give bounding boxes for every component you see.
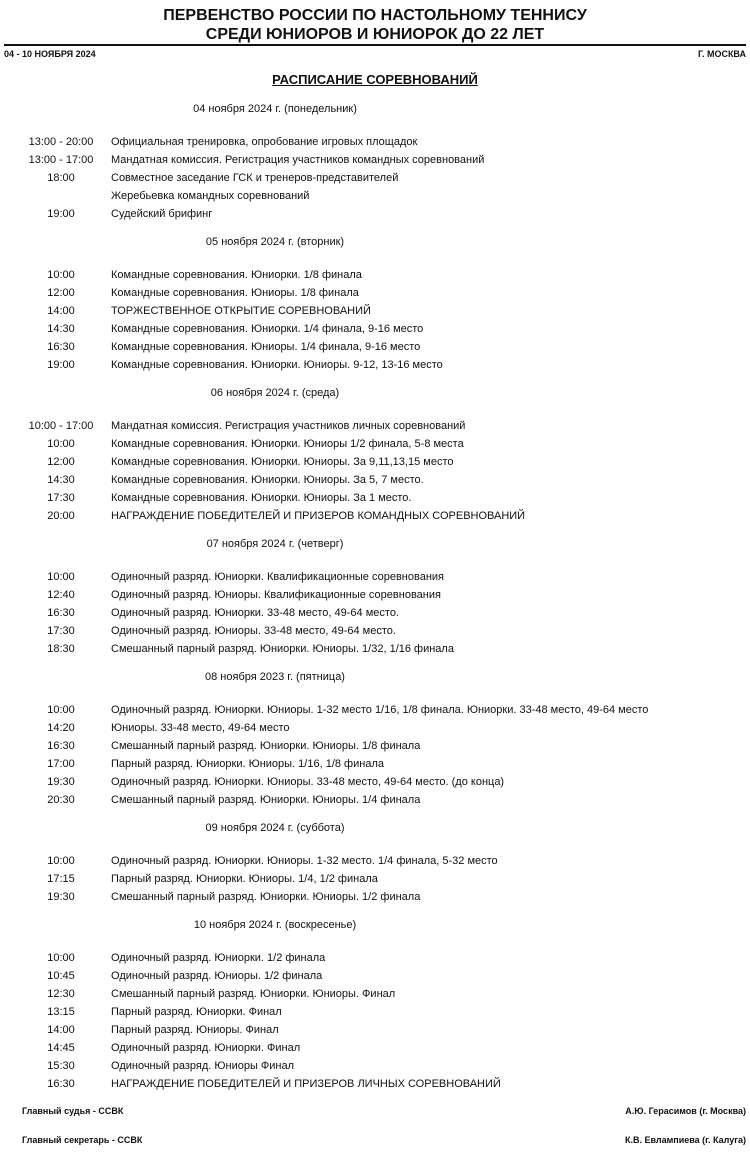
event-text: Командные соревнования. Юниорки. Юниоры. За 9,11,13,15 место — [111, 456, 454, 468]
event-text: Совместное заседание ГСК и тренеров-представителей — [111, 172, 399, 184]
event-time: 18:00 — [47, 172, 75, 184]
event-text: Смешанный парный разряд. Юниорки. Юниоры. 1/8 финала — [111, 740, 421, 752]
document-title — [0, 6, 750, 44]
event-time: 16:30 — [47, 341, 75, 353]
schedule-row — [0, 187, 750, 205]
event-time: 19:30 — [47, 891, 75, 903]
schedule-row — [0, 701, 750, 719]
schedule-row — [0, 719, 750, 737]
event-text: Одиночный разряд. Юниорки. 33-48 место, 49-64 место. — [111, 607, 399, 619]
schedule-row — [0, 1075, 750, 1093]
event-text: Одиночный разряд. Юниорки. 1/2 финала — [111, 952, 326, 964]
event-time: 13:15 — [47, 1006, 75, 1018]
judge-label: Главный судья - ССВК — [22, 1106, 124, 1116]
subheader-bar — [4, 44, 746, 62]
schedule-row — [0, 133, 750, 151]
title-line-2: СРЕДИ ЮНИОРОВ И ЮНИОРОК ДО 22 ЛЕТ — [205, 26, 545, 43]
event-time: 10:00 — [47, 571, 75, 583]
event-time: 20:00 — [47, 510, 75, 522]
judge-name: А.Ю. Герасимов (г. Москва) — [625, 1106, 746, 1116]
event-text: Смешанный парный разряд. Юниорки. Юниоры. 1/2 финала — [111, 891, 421, 903]
event-time: 12:00 — [47, 456, 75, 468]
event-text: НАГРАЖДЕНИЕ ПОБЕДИТЕЛЕЙ И ПРИЗЕРОВ КОМАНДНЫХ СОРЕВНОВАНИЙ — [111, 510, 526, 522]
event-text: Смешанный парный разряд. Юниорки. Юниоры. 1/4 финала — [111, 794, 421, 806]
event-text: Одиночный разряд. Юниорки. Юниоры. 33-48 место, 49-64 место. (до конца) — [111, 776, 505, 788]
schedule-row — [0, 338, 750, 356]
event-text: Командные соревнования. Юниоры. 1/4 финала, 9-16 место — [111, 341, 421, 353]
event-time: 12:40 — [47, 589, 75, 601]
day-heading: 07 ноября 2024 г. (четверг) — [206, 538, 344, 550]
event-text: Смешанный парный разряд. Юниорки. Юниоры. 1/32, 1/16 финала — [111, 643, 454, 655]
event-time: 20:30 — [47, 794, 75, 806]
event-time: 14:00 — [47, 305, 75, 317]
event-time: 10:00 — [47, 269, 75, 281]
schedule-row — [0, 435, 750, 453]
event-text: Парный разряд. Юниорки. Финал — [111, 1006, 282, 1018]
event-text: Мандатная комиссия. Регистрация участников командных соревнований — [111, 154, 485, 166]
schedule-row — [0, 791, 750, 809]
day-heading: 06 ноября 2024 г. (среда) — [210, 387, 340, 399]
event-time: 15:30 — [47, 1060, 75, 1072]
day-heading: 05 ноября 2024 г. (вторник) — [205, 236, 345, 248]
event-time: 10:00 — [47, 438, 75, 450]
schedule-row — [0, 205, 750, 223]
schedule-row — [0, 169, 750, 187]
title-line-1: ПЕРВЕНСТВО РОССИИ ПО НАСТОЛЬНОМУ ТЕННИСУ — [163, 7, 587, 24]
event-time: 10:00 - 17:00 — [28, 420, 94, 432]
event-time: 12:00 — [47, 287, 75, 299]
schedule-row — [0, 302, 750, 320]
event-text: Официальная тренировка, опробование игровых площадок — [111, 136, 418, 148]
event-time: 17:30 — [47, 492, 75, 504]
schedule-title: РАСПИСАНИЕ СОРЕВНОВАНИЙ — [272, 72, 478, 87]
schedule-days — [0, 96, 750, 1099]
event-text: Одиночный разряд. Юниоры. Квалификационные соревнования — [111, 589, 441, 601]
schedule-row — [0, 507, 750, 525]
schedule-row — [0, 755, 750, 773]
day-heading: 04 ноября 2024 г. (понедельник) — [193, 103, 357, 115]
footer-judge — [22, 1106, 746, 1116]
event-text: Смешанный парный разряд. Юниорки. Юниоры. Финал — [111, 988, 396, 1000]
schedule-row — [0, 640, 750, 658]
schedule-row — [0, 284, 750, 302]
event-time: 10:00 — [47, 855, 75, 867]
event-time: 17:30 — [47, 625, 75, 637]
schedule-row — [0, 852, 750, 870]
schedule-row — [0, 1039, 750, 1057]
event-text: Судейский брифинг — [111, 208, 213, 220]
schedule-row — [0, 417, 750, 435]
day-heading: 09 ноября 2024 г. (суббота) — [205, 822, 345, 834]
schedule-row — [0, 888, 750, 906]
event-text: Жеребьевка командных соревнований — [111, 190, 310, 202]
schedule-row — [0, 586, 750, 604]
event-text: Одиночный разряд. Юниоры. 1/2 финала — [111, 970, 323, 982]
event-text: Командные соревнования. Юниорки. Юниоры. За 5, 7 место. — [111, 474, 424, 486]
event-text: Командные соревнования. Юниорки. Юниоры. 9-12, 13-16 место — [111, 359, 443, 371]
event-time: 14:45 — [47, 1042, 75, 1054]
day-heading: 08 ноября 2023 г. (пятница) — [205, 671, 345, 683]
event-time: 10:00 — [47, 952, 75, 964]
event-text: Одиночный разряд. Юниорки. Юниоры. 1-32 место 1/16, 1/8 финала. Юниорки. 33-48 место, 49-64 место — [111, 704, 649, 716]
day-heading: 10 ноября 2024 г. (воскресенье) — [193, 919, 357, 931]
schedule-row — [0, 773, 750, 791]
event-time: 19:00 — [47, 208, 75, 220]
event-text: Одиночный разряд. Юниоры. 33-48 место, 49-64 место. — [111, 625, 396, 637]
schedule-row — [0, 967, 750, 985]
event-text: ТОРЖЕСТВЕННОЕ ОТКРЫТИЕ СОРЕВНОВАНИЙ — [111, 305, 371, 317]
event-time: 19:00 — [47, 359, 75, 371]
event-time: 18:30 — [47, 643, 75, 655]
event-text: Одиночный разряд. Юниоры Финал — [111, 1060, 295, 1072]
event-text: Одиночный разряд. Юниорки. Юниоры. 1-32 место. 1/4 финала, 5-32 место — [111, 855, 498, 867]
event-text: Парный разряд. Юниоры. Финал — [111, 1024, 279, 1036]
secretary-name: К.В. Евлампиева (г. Калуга) — [625, 1135, 746, 1145]
event-time: 17:15 — [47, 873, 75, 885]
schedule-row — [0, 151, 750, 169]
event-time: 13:00 - 20:00 — [28, 136, 94, 148]
schedule-row — [0, 266, 750, 284]
schedule-row — [0, 1003, 750, 1021]
event-text: Одиночный разряд. Юниорки. Финал — [111, 1042, 301, 1054]
event-time: 16:30 — [47, 740, 75, 752]
event-time: 19:30 — [47, 776, 75, 788]
event-time: 16:30 — [47, 1078, 75, 1090]
schedule-row — [0, 356, 750, 374]
event-text: Командные соревнования. Юниорки. Юниоры 1/2 финала, 5-8 места — [111, 438, 464, 450]
secretary-label: Главный секретарь - ССВК — [22, 1135, 143, 1145]
event-time: 16:30 — [47, 607, 75, 619]
event-text: Парный разряд. Юниорки. Юниоры. 1/4, 1/2 финала — [111, 873, 378, 885]
event-time: 17:00 — [47, 758, 75, 770]
event-text: Юниоры. 33-48 место, 49-64 место — [111, 722, 290, 734]
event-text: Командные соревнования. Юниорки. 1/4 финала, 9-16 место — [111, 323, 424, 335]
event-time: 14:30 — [47, 474, 75, 486]
event-time: 13:00 - 17:00 — [28, 154, 94, 166]
event-text: НАГРАЖДЕНИЕ ПОБЕДИТЕЛЕЙ И ПРИЗЕРОВ ЛИЧНЫХ СОРЕВНОВАНИЙ — [111, 1078, 501, 1090]
event-text: Командные соревнования. Юниоры. 1/8 финала — [111, 287, 359, 299]
event-text: Командные соревнования. Юниорки. 1/8 финала — [111, 269, 362, 281]
event-text: Парный разряд. Юниорки. Юниоры. 1/16, 1/8 финала — [111, 758, 384, 770]
event-time: 14:30 — [47, 323, 75, 335]
schedule-row — [0, 870, 750, 888]
event-dates: 04 - 10 НОЯБРЯ 2024 — [4, 49, 96, 59]
event-text: Одиночный разряд. Юниорки. Квалификационные соревнования — [111, 571, 445, 583]
event-text: Мандатная комиссия. Регистрация участников личных соревнований — [111, 420, 466, 432]
event-time: 12:30 — [47, 988, 75, 1000]
schedule-row — [0, 568, 750, 586]
schedule-row — [0, 737, 750, 755]
schedule-row — [0, 1021, 750, 1039]
event-time: 14:20 — [47, 722, 75, 734]
schedule-row — [0, 604, 750, 622]
footer-secretary — [22, 1135, 746, 1145]
schedule-row — [0, 985, 750, 1003]
schedule-row — [0, 320, 750, 338]
schedule-row — [0, 622, 750, 640]
event-time: 10:00 — [47, 704, 75, 716]
schedule-row — [0, 1057, 750, 1075]
schedule-row — [0, 453, 750, 471]
schedule-row — [0, 471, 750, 489]
event-time: 10:45 — [47, 970, 75, 982]
schedule-row — [0, 489, 750, 507]
event-city: Г. МОСКВА — [697, 49, 746, 59]
schedule-row — [0, 949, 750, 967]
event-text: Командные соревнования. Юниорки. Юниоры. За 1 место. — [111, 492, 412, 504]
event-time: 14:00 — [47, 1024, 75, 1036]
